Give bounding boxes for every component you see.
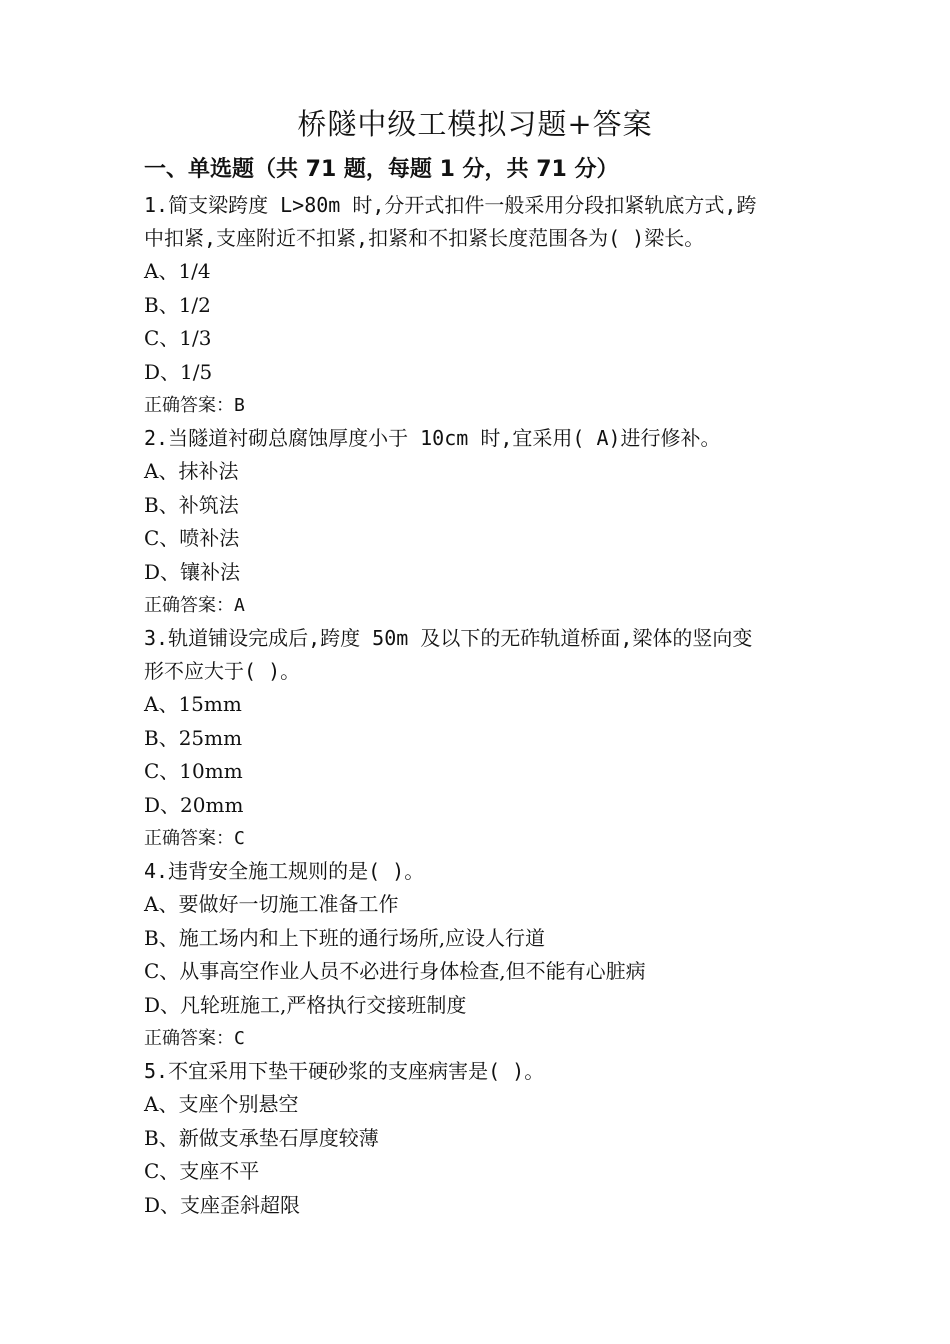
- question-block: [144, 622, 824, 855]
- question-stem-line: 1.简支梁跨度 L>80m 时,分开式扣件一般采用分段扣紧轨底方式,跨: [144, 193, 757, 217]
- answer-option: C、喷补法: [144, 526, 240, 550]
- section-heading: 一、单选题（共 71 题，每题 1 分，共 71 分）: [144, 157, 619, 182]
- question-stem-line: 2.当隧道衬砌总腐蚀厚度小于 10cm 时,宜采用( A)进行修补。: [144, 426, 721, 450]
- correct-answer: 正确答案：C: [144, 1028, 245, 1049]
- answer-option: D、镶补法: [144, 559, 241, 584]
- answer-option: B、补筑法: [144, 492, 239, 517]
- answer-option: D、支座歪斜超限: [144, 1192, 301, 1217]
- question-stem-line: 形不应大于( )。: [144, 659, 301, 683]
- question-list: [144, 189, 824, 1222]
- answer-option: B、1/2: [144, 292, 211, 317]
- question-stem-line: 4.违背安全施工规则的是( )。: [144, 859, 425, 883]
- answer-option: B、25mm: [144, 725, 243, 750]
- answer-option: B、新做支承垫石厚度较薄: [144, 1125, 379, 1150]
- answer-option: C、从事高空作业人员不必进行身体检查,但不能有心脏病: [144, 959, 646, 983]
- document-title: 桥隧中级工模拟习题+答案: [297, 107, 653, 141]
- answer-option: C、支座不平: [144, 1159, 260, 1183]
- answer-option: A、抹补法: [144, 459, 239, 483]
- answer-option: C、10mm: [144, 759, 243, 783]
- answer-option: D、20mm: [144, 792, 244, 817]
- correct-answer: 正确答案：C: [144, 828, 245, 849]
- question-stem-line: 中扣紧,支座附近不扣紧,扣紧和不扣紧长度范围各为( )梁长。: [144, 226, 705, 250]
- question-block: [144, 1055, 824, 1222]
- answer-option: D、1/5: [144, 359, 213, 384]
- answer-option: B、施工场内和上下班的通行场所,应设人行道: [144, 925, 546, 950]
- question-stem-line: 5.不宜采用下垫干硬砂浆的支座病害是( )。: [144, 1059, 545, 1083]
- answer-option: C、1/3: [144, 326, 212, 350]
- correct-answer: 正确答案：B: [144, 395, 245, 416]
- answer-option: D、凡轮班施工,严格执行交接班制度: [144, 992, 467, 1017]
- answer-option: A、要做好一切施工准备工作: [144, 892, 399, 916]
- question-block: [144, 189, 824, 422]
- question-block: [144, 422, 824, 622]
- question-block: [144, 855, 824, 1055]
- answer-option: A、1/4: [144, 259, 211, 283]
- answer-option: A、15mm: [144, 692, 242, 716]
- question-stem-line: 3.轨道铺设完成后,跨度 50m 及以下的无砟轨道桥面,梁体的竖向变: [144, 626, 753, 650]
- correct-answer: 正确答案：A: [144, 595, 245, 616]
- answer-option: A、支座个别悬空: [144, 1092, 299, 1116]
